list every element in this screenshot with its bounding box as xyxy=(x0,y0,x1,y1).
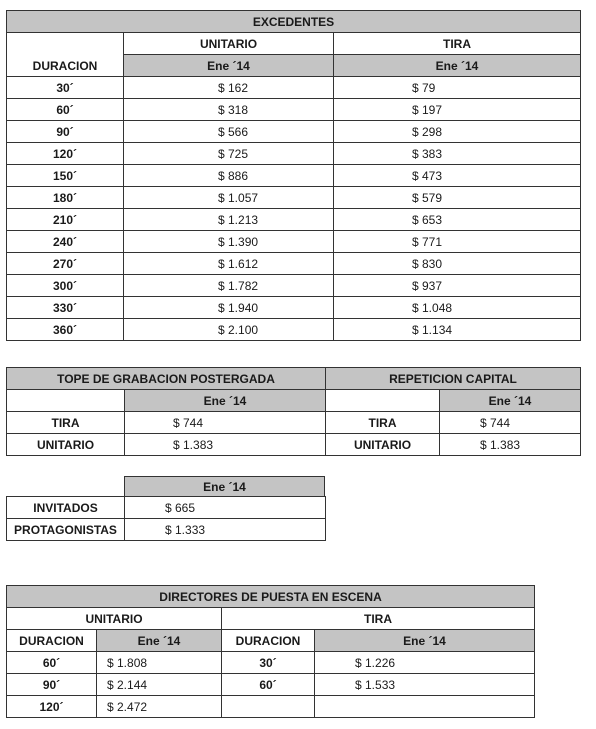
header-tira: TIRA xyxy=(334,33,581,55)
dir-tira-val-0: $ 1.226 xyxy=(315,652,535,674)
directores-unitario-period: Ene ´14 xyxy=(97,630,222,652)
header-unitario: UNITARIO xyxy=(124,33,334,55)
table-row xyxy=(7,231,581,253)
period-unitario: Ene ´14 xyxy=(124,55,334,77)
protagonistas-value: $ 1.333 xyxy=(125,519,326,541)
exc-tira-cell: $ 197 xyxy=(334,99,581,121)
dir-unitario-dur-2: 120´ xyxy=(7,696,97,718)
table-row xyxy=(7,297,581,319)
exc-tira-cell: $ 653 xyxy=(334,209,581,231)
invitados-header-cell: Ene ´14 xyxy=(124,476,325,497)
exc-tira-cell: $ 383 xyxy=(334,143,581,165)
table-row xyxy=(7,275,581,297)
exc-tira-cell: $ 1.134 xyxy=(334,319,581,341)
tope-value-unitario: $ 1.383 xyxy=(125,434,326,456)
directores-unitario-label: UNITARIO xyxy=(7,608,222,630)
tope-period: Ene ´14 xyxy=(125,390,326,412)
exc-duracion-cell: 60´ xyxy=(7,99,124,121)
exc-duracion-cell: 120´ xyxy=(7,143,124,165)
table-row xyxy=(7,253,581,275)
excedentes-table xyxy=(6,10,581,341)
repeticion-blank-cell xyxy=(326,390,440,412)
repeticion-title: REPETICION CAPITAL xyxy=(326,368,581,390)
invitados-label: INVITADOS xyxy=(7,497,125,519)
exc-unitario-cell: $ 566 xyxy=(124,121,334,143)
tope-value-tira: $ 744 xyxy=(125,412,326,434)
exc-duracion-cell: 360´ xyxy=(7,319,124,341)
directores-title: DIRECTORES DE PUESTA EN ESCENA xyxy=(7,586,535,608)
exc-unitario-cell: $ 318 xyxy=(124,99,334,121)
dir-tira-empty-val xyxy=(315,696,535,718)
exc-tira-cell: $ 579 xyxy=(334,187,581,209)
exc-tira-cell: $ 1.048 xyxy=(334,297,581,319)
exc-duracion-cell: 330´ xyxy=(7,297,124,319)
table-row xyxy=(7,319,581,341)
table-row xyxy=(7,99,581,121)
dir-unitario-dur-0: 60´ xyxy=(7,652,97,674)
tope-title: TOPE DE GRABACION POSTERGADA xyxy=(7,368,326,390)
directores-tira-label: TIRA xyxy=(222,608,535,630)
period-tira: Ene ´14 xyxy=(334,55,581,77)
exc-tira-cell: $ 79 xyxy=(334,77,581,99)
dir-tira-empty-dur xyxy=(222,696,315,718)
exc-duracion-cell: 150´ xyxy=(7,165,124,187)
exc-unitario-cell: $ 886 xyxy=(124,165,334,187)
tope-label-tira: TIRA xyxy=(7,412,125,434)
exc-unitario-cell: $ 162 xyxy=(124,77,334,99)
directores-unitario-duracion-header: DURACION xyxy=(7,630,97,652)
exc-unitario-cell: $ 1.390 xyxy=(124,231,334,253)
dir-unitario-val-0: $ 1.808 xyxy=(97,652,222,674)
directores-table xyxy=(6,585,535,718)
exc-duracion-cell: 300´ xyxy=(7,275,124,297)
invitados-value: $ 665 xyxy=(125,497,326,519)
table-row xyxy=(7,165,581,187)
repeticion-label-tira: TIRA xyxy=(326,412,440,434)
exc-tira-cell: $ 298 xyxy=(334,121,581,143)
table-row xyxy=(7,121,581,143)
repeticion-value-tira: $ 744 xyxy=(440,412,581,434)
repeticion-label-unitario: UNITARIO xyxy=(326,434,440,456)
table-row xyxy=(7,77,581,99)
tope-label-unitario: UNITARIO xyxy=(7,434,125,456)
invitados-table xyxy=(6,496,326,541)
dir-unitario-val-1: $ 2.144 xyxy=(97,674,222,696)
exc-duracion-cell: 270´ xyxy=(7,253,124,275)
dir-tira-dur-1: 60´ xyxy=(222,674,315,696)
tope-blank-cell xyxy=(7,390,125,412)
header-duracion: DURACION xyxy=(7,33,124,77)
dir-unitario-val-2: $ 2.472 xyxy=(97,696,222,718)
directores-tira-period: Ene ´14 xyxy=(315,630,535,652)
exc-unitario-cell: $ 2.100 xyxy=(124,319,334,341)
table-row xyxy=(7,143,581,165)
table-row xyxy=(7,209,581,231)
exc-unitario-cell: $ 1.213 xyxy=(124,209,334,231)
table-row xyxy=(7,187,581,209)
exc-duracion-cell: 30´ xyxy=(7,77,124,99)
repeticion-value-unitario: $ 1.383 xyxy=(440,434,581,456)
dir-unitario-dur-1: 90´ xyxy=(7,674,97,696)
repeticion-table xyxy=(325,367,581,456)
exc-duracion-cell: 240´ xyxy=(7,231,124,253)
exc-duracion-cell: 90´ xyxy=(7,121,124,143)
exc-unitario-cell: $ 1.940 xyxy=(124,297,334,319)
directores-tira-duracion-header: DURACION xyxy=(222,630,315,652)
exc-tira-cell: $ 830 xyxy=(334,253,581,275)
exc-tira-cell: $ 771 xyxy=(334,231,581,253)
exc-unitario-cell: $ 725 xyxy=(124,143,334,165)
protagonistas-label: PROTAGONISTAS xyxy=(7,519,125,541)
exc-duracion-cell: 180´ xyxy=(7,187,124,209)
tope-table xyxy=(6,367,326,456)
exc-duracion-cell: 210´ xyxy=(7,209,124,231)
dir-tira-dur-0: 30´ xyxy=(222,652,315,674)
repeticion-period: Ene ´14 xyxy=(440,390,581,412)
exc-tira-cell: $ 937 xyxy=(334,275,581,297)
exc-tira-cell: $ 473 xyxy=(334,165,581,187)
exc-unitario-cell: $ 1.057 xyxy=(124,187,334,209)
exc-unitario-cell: $ 1.612 xyxy=(124,253,334,275)
excedentes-title: EXCEDENTES xyxy=(7,11,581,33)
exc-unitario-cell: $ 1.782 xyxy=(124,275,334,297)
dir-tira-val-1: $ 1.533 xyxy=(315,674,535,696)
